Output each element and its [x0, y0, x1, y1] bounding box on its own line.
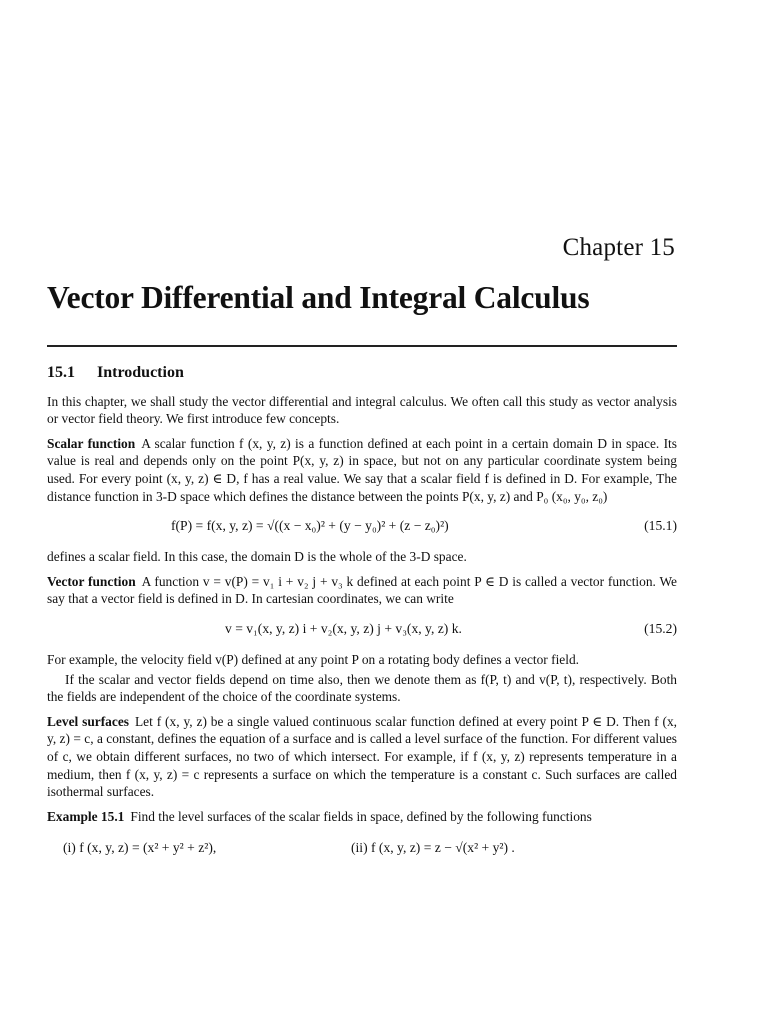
vector-function-paragraph — [47, 573, 677, 608]
equation-15-2-number: (15.2) — [644, 620, 677, 636]
time-dependence-paragraph: If the scalar and vector fields depend on time also, then we denote them as f(P, t) and v(P, t), respectively. Both the fields are independent of the choice of the coordinate systems. — [47, 671, 677, 705]
intro-paragraph: In this chapter, we shall study the vector differential and integral calculus. We often call this study as vector analysis or vector field theory. We first introduce few concepts. — [47, 393, 677, 427]
example-term: Example 15.1 — [47, 808, 125, 824]
page-content — [47, 364, 677, 859]
level-surfaces-paragraph — [47, 713, 677, 801]
equation-15-1 — [47, 516, 677, 536]
velocity-field-paragraph: For example, the velocity field v(P) defined at any point P on a rotating body defines a vector field. — [47, 651, 580, 667]
equation-15-2-body: v = v₁(x, y, z) i + v₂(x, y, z) j + v₃(x, y, z) k. — [225, 620, 462, 636]
equation-15-2 — [47, 619, 677, 639]
example-parts — [47, 839, 677, 859]
level-surfaces-term: Level surfaces — [47, 713, 129, 729]
scalar-function-paragraph — [47, 435, 677, 505]
title-rule — [47, 345, 677, 347]
vector-function-term: Vector function — [47, 573, 136, 589]
example-paragraph — [47, 808, 677, 826]
equation-15-1-number: (15.1) — [644, 518, 677, 534]
section-title: Introduction — [97, 364, 184, 381]
example-part-1: (i) f (x, y, z) = (x² + y² + z²), — [63, 840, 217, 856]
section-heading — [47, 364, 677, 382]
level-surfaces-text: Let f (x, y, z) be a single valued continuous scalar function defined at every point P ∈ D. Then f (x, y, z) = c, a constant, defines the equation of a surface and is called a level surface of the function. For different values of c, we obtain different surfaces, no two of which intersect. For example, if f (x, y, z) represents temperature in a medium, then f (x, y, z) = c represents a surface on which the temperature is a constant c. Such surfaces are called isothermal surfaces. — [47, 713, 678, 800]
after-equation-1-paragraph: defines a scalar field. In this case, the domain D is the whole of the 3-D space. — [47, 549, 467, 565]
chapter-label: Chapter 15 — [562, 234, 675, 261]
scalar-function-text: A scalar function f (x, y, z) is a function defined at each point in a certain domain D in space. Its value is real and depends only on the point P(x, y, z) in space, but not on any particular coordinate system being used. For every point (x, y, z) ∈ D, f has a real value. We say that a scalar field f is defined in D. For example, The distance function in 3-D space which defines the distance between the points P(x, y, z) and P₀ (x₀, y₀, z₀) — [47, 435, 677, 504]
section-number: 15.1 — [47, 364, 75, 381]
example-text: Find the level surfaces of the scalar fields in space, defined by the following functions — [130, 808, 592, 824]
example-part-2: (ii) f (x, y, z) = z − √(x² + y²) . — [351, 840, 515, 856]
equation-15-1-body: f(P) = f(x, y, z) = √((x − x₀)² + (y − y₀)² + (z − z₀)²) — [171, 518, 449, 534]
chapter-title: Vector Differential and Integral Calculus — [47, 280, 590, 315]
scalar-function-term: Scalar function — [47, 435, 136, 451]
vector-function-text: A function v = v(P) = v₁ i + v₂ j + v₃ k defined at each point P ∈ D is called a vector function. We say that a vector field is defined in D. In cartesian coordinates, we can write — [47, 573, 677, 607]
